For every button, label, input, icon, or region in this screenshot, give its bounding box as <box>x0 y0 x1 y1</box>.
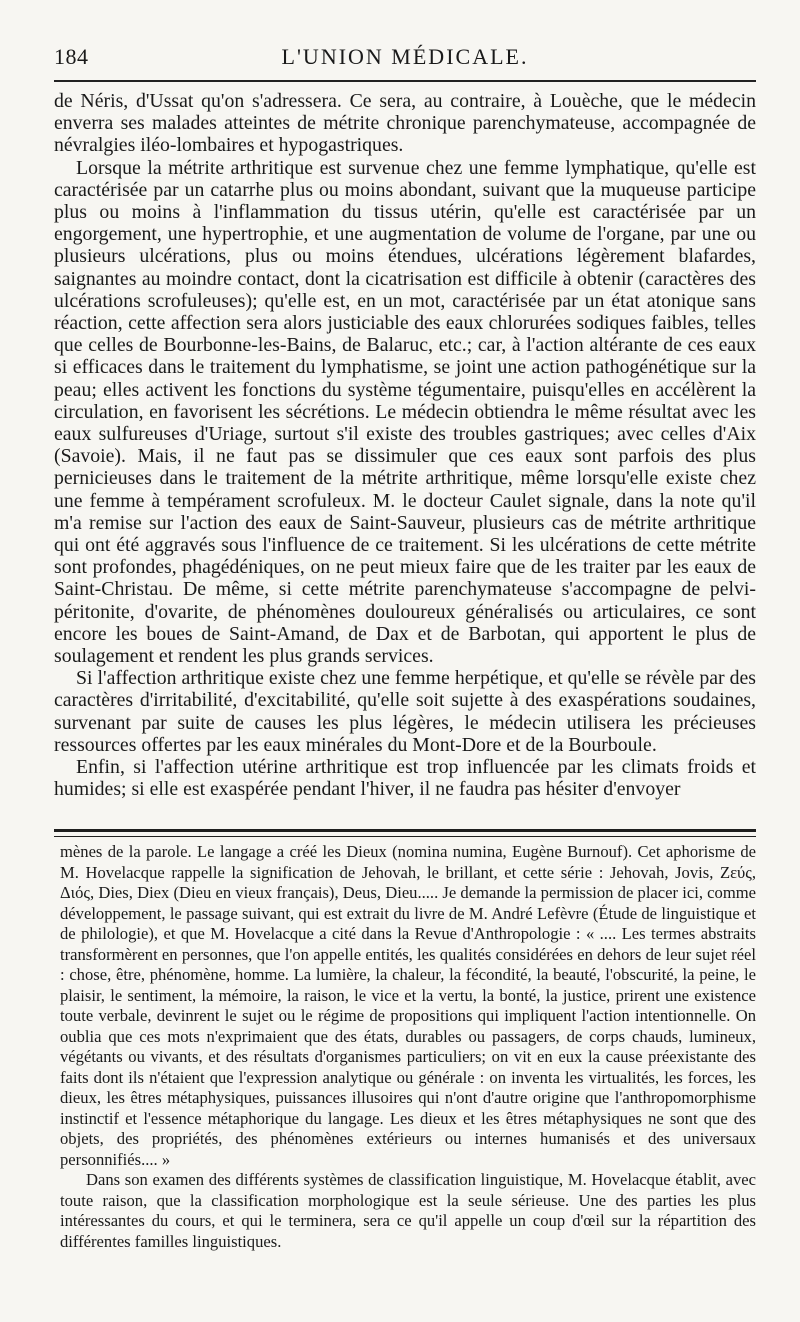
footnote <box>60 842 756 1252</box>
header-rule <box>54 80 756 82</box>
footnote-paragraph: Dans son examen des différents systèmes de classification linguistique, M. Hovelacque établit, avec toute raison, que la classification morphologique est la seule sérieuse. Une des parties les plus intéressantes du cours, et qui le terminera, sera ce qu'il appelle un coup d'œil sur la répartition des différentes familles linguistiques. <box>60 1170 756 1251</box>
page-header <box>54 44 756 72</box>
footnote-separator <box>54 829 756 832</box>
body-paragraph: Si l'affection arthritique existe chez une femme herpétique, et qu'elle se révèle par des caractères d'irritabilité, d'excitabilité, qu'elle soit sujette à des exaspérations soudaines, survenant par suite de causes les plus légères, le médecin utilisera les précieuses ressources offertes par les eaux minérales du Mont-Dore et de la Bourboule. <box>54 667 756 756</box>
body-paragraph: Enfin, si l'affection utérine arthritique est trop influencée par les climats froids et humides; si elle est exaspérée pendant l'hiver, il ne faudra pas hésiter d'envoyer <box>54 756 756 801</box>
page-number: 184 <box>54 44 89 69</box>
running-title: L'UNION MÉDICALE. <box>281 44 529 69</box>
body-paragraph: de Néris, d'Ussat qu'on s'adressera. Ce sera, au contraire, à Louèche, que le médecin enverra ses malades atteintes de métrite chronique parenchymateuse, accompagnée de névralgies iléo-lombaires et hypogastriques. <box>54 90 756 157</box>
main-text <box>54 90 756 801</box>
footnote-paragraph: mènes de la parole. Le langage a créé les Dieux (nomina numina, Eugène Burnouf). Cet aphorisme de M. Hovelacque rappelle la signification de Jehovah, le brillant, et cette série : Jehovah, Jovis, Ζεύς, Διός, Dies, Diex (Dieu en vieux français), Deus, Dieu..... Je demande la permission de placer ici, comme développement, le passage suivant, qui est extrait du livre de M. André Lefèvre (Étude de linguistique et de philologie), et que M. Hovelacque a cité dans la Revue d'Anthropologie : « .... Les termes abstraits transformèrent en personnes, que l'on appelle entités, les qualités considérées en dehors de leur sujet réel : chose, être, phénomène, homme. La lumière, la chaleur, la fécondité, la beauté, l'obscurité, la peine, le plaisir, le sentiment, la mémoire, la raison, le vice et la vertu, la bonté, la justice, prirent une existence toute verbale, devinrent le sujet ou le régime de propositions qui impliquent l'action intentionnelle. On oublia que ces mots n'exprimaient que des états, durables ou passagers, de corps chauds, lumineux, végétants ou vivants, et des résultats d'organismes particuliers; on vit en eux la cause préexistante des faits dont ils n'étaient que l'expression analytique ou générale : on inventa les virtualités, les forces, les dieux, les êtres métaphysiques, puissances illusoires qui n'ont d'autre origine que l'anthropomorphisme instinctif et l'essence métaphorique du langage. Les dieux et les êtres métaphysiques ne sont que des objets, des propriétés, des phénomènes extérieurs ou internes humanisés et des universaux personnifiés.... » <box>60 842 756 1169</box>
body-paragraph: Lorsque la métrite arthritique est survenue chez une femme lymphatique, qu'elle est caractérisée par un catarrhe plus ou moins abondant, suivant que la muqueuse participe plus ou moins à l'inflammation du tissus utérin, qu'elle est caractérisée par un engorgement, une hypertrophie, et une augmentation de volume de l'organe, par une ou plusieurs ulcérations, plus ou moins étendues, ulcérations légèrement blafardes, saignantes au moindre contact, dont la cicatrisation est difficile à obtenir (caractères des ulcérations scrofuleuses); qu'elle est, en un mot, caractérisée par un état atonique sans réaction, cette affection sera alors justiciable des eaux chlorurées sodiques faibles, telles que celles de Bourbonne-les-Bains, de Balaruc, etc.; car, à l'action altérante de ces eaux si efficaces dans le traitement du lymphatisme, se joint une action pathogénétique sur la peau; elles activent les fonctions du système tégumentaire, puisqu'elles en accélèrent la circulation, en favorisent les sécrétions. Le médecin obtiendra le même résultat avec les eaux sulfureuses d'Uriage, surtout s'il existe des troubles gastriques; avec celles d'Aix (Savoie). Mais, il ne faut pas se dissimuler que ces eaux sont parfois des plus pernicieuses dans le traitement de la métrite arthritique, même lorsqu'elle existe chez une femme à tempérament scrofuleux. M. le docteur Caulet signale, dans la note qu'il m'a remise sur l'action des eaux de Saint-Sauveur, plusieurs cas de métrite arthritique qui ont été aggravés sous l'influence de ce traitement. Si les ulcérations de cette métrite sont profondes, phagédéniques, on ne peut mieux faire que de les traiter par les eaux de Saint-Christau. De même, si cette métrite parenchymateuse s'accompagne de pelvi-péritonite, d'ovarite, de phénomènes douloureux généralisés ou articulaires, ce sont encore les boues de Saint-Amand, de Dax et de Barbotan, qui apportent le plus de soulagement et rendent les plus grands services. <box>54 156 756 668</box>
footnote-separator-thin <box>54 836 756 837</box>
